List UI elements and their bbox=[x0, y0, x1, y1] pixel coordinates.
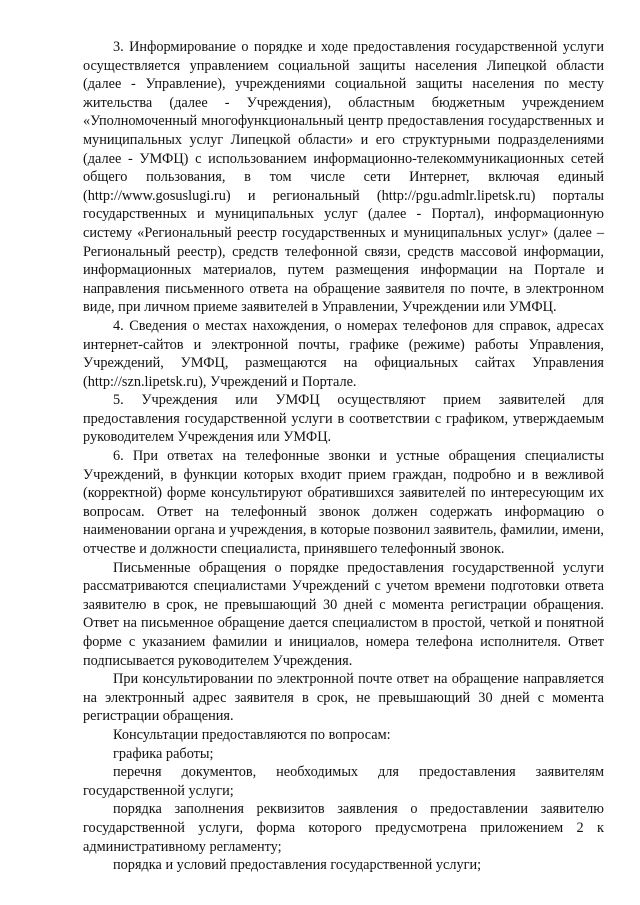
paragraph-consultation-topics: Консультации предоставляются по вопросам: bbox=[113, 726, 391, 743]
list-item-documents: перечня документов, необходимых для предоставления заявителям государственной услуги; bbox=[83, 764, 604, 799]
paragraph-3-informing: 3. Информирование о порядке и ходе предоставления государственной услуги осуществляется управлением социальной защиты населения Липецкой области (далее - Управление), учреждениями социальной защиты населения по месту жительства (далее - Учреждения), областным бюджетным учреждением «Уполномоченный многофункциональный центр предоставления государственных и муниципальных услуг Липецкой области» и его структурными подразделениями (далее - УМФЦ) с использованием информационно-телекоммуникационных сетей общего пользования, в том числе сети Интернет, включая единый (http://www.gosuslugi.ru) и региональный (http://pgu.admlr.lipetsk.ru) порталы государственных и муниципальных услуг (далее - Портал), информационную систему «Региональный реестр государственных и муниципальных услуг» (далее – Региональный реестр), средств телефонной связи, средств массовой информации, информационных материалов, путем размещения информации на Портале и направления письменного ответа на обращение заявителя по почте, в электронном виде, при личном приеме заявителей в Управлении, Учреждении или УМФЦ. bbox=[83, 39, 604, 316]
paragraph-email-consulting: При консультировании по электронной почте ответ на обращение направляется на электронный адрес заявителя в срок, не превышающий 30 дней с момента регистрации обращения. bbox=[83, 671, 604, 725]
list-item-application-form: порядка заполнения реквизитов заявления о предоставлении заявителю государственной услуги, форма которого предусмотрена приложением 2 к административному регламенту; bbox=[83, 801, 604, 855]
document-page bbox=[83, 38, 604, 875]
list-item-conditions: порядка и условий предоставления государственной услуги; bbox=[113, 857, 482, 874]
paragraph-5-reception: 5. Учреждения или УМФЦ осуществляют прием заявителей для предоставления государственной услуги в соответствии с графиком, утверждаемым руководителем Учреждения или УМФЦ. bbox=[83, 392, 604, 446]
paragraph-written-requests: Письменные обращения о порядке предоставления государственной услуги рассматриваются специалистами Учреждений с учетом времени подготовки ответа заявителю в срок, не превышающий 30 дней с момента регистрации обращения. Ответ на письменное обращение дается специалистом в простой, четкой и понятной форме с указанием фамилии и инициалов, номера телефона исполнителя. Ответ подписывается руководителем Учреждения. bbox=[83, 559, 604, 669]
paragraph-4-contact-info: 4. Сведения о местах нахождения, о номерах телефонов для справок, адресах интернет-сайтов и электронной почты, графике (режиме) работы Управления, Учреждений, УМФЦ, размещаются на официальных сайтах Управления (http://szn.lipetsk.ru), Учреждений и Портале. bbox=[83, 317, 604, 390]
list-item-schedule: графика работы; bbox=[113, 745, 214, 762]
paragraph-6-phone-answers: 6. При ответах на телефонные звонки и устные обращения специалисты Учреждений, в функции которых входит прием граждан, подробно и в вежливой (корректной) форме консультируют обратившихся заявителей по интересующим их вопросам. Ответ на телефонный звонок должен содержать информацию о наименовании органа и учреждения, в которые позвонил заявитель, фамилии, имени, отчестве и должности специалиста, принявшего телефонный звонок. bbox=[83, 448, 604, 558]
